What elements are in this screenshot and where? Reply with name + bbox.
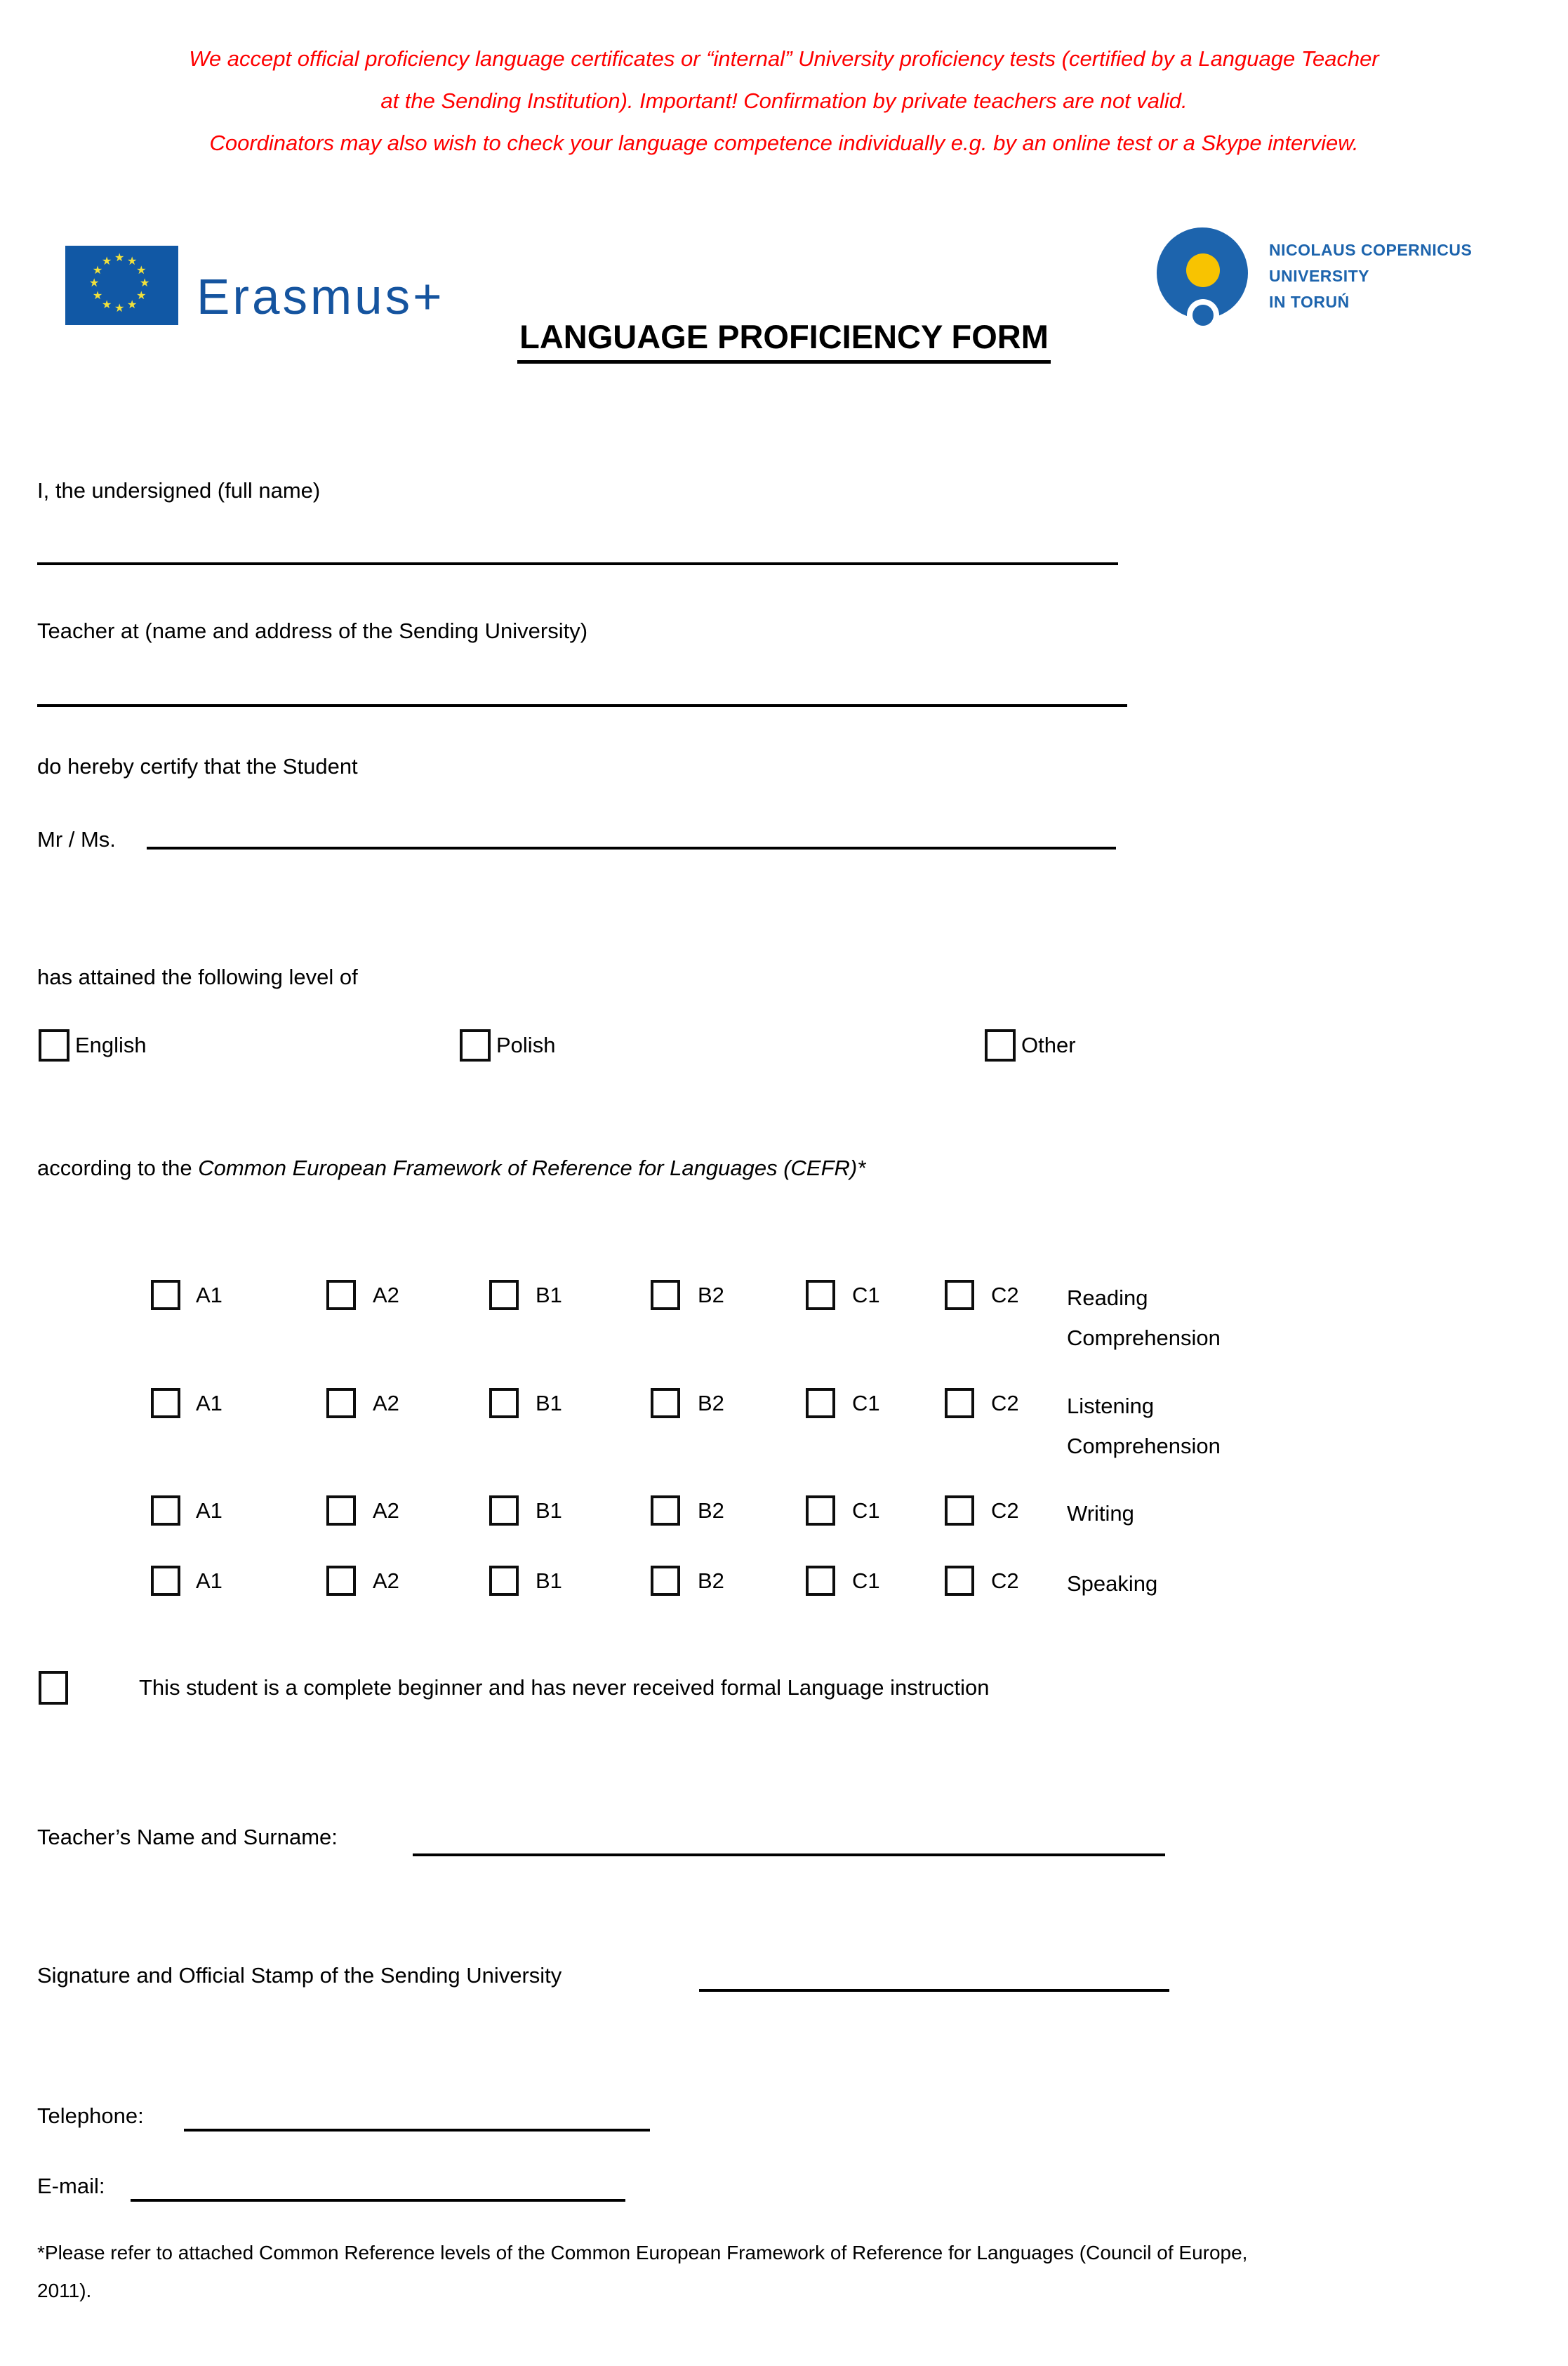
checkbox-speaking-c2[interactable] — [945, 1566, 974, 1596]
erasmus-wordmark: Erasmus+ — [197, 270, 445, 325]
level-label: B1 — [536, 1391, 562, 1415]
checkbox-other[interactable] — [985, 1029, 1016, 1062]
language-label-polish: Polish — [496, 1033, 556, 1057]
checkbox-reading-b2[interactable] — [651, 1280, 680, 1310]
level-label: B2 — [698, 1391, 724, 1415]
checkbox-speaking-b2[interactable] — [651, 1566, 680, 1596]
level-label: C2 — [991, 1391, 1019, 1415]
checkbox-speaking-a2[interactable] — [326, 1566, 356, 1596]
undersigned-label: I, the undersigned (full name) — [37, 478, 321, 503]
checkbox-listening-a1[interactable] — [151, 1388, 180, 1418]
checkbox-writing-a2[interactable] — [326, 1495, 356, 1526]
level-label: B2 — [698, 1498, 724, 1523]
checkbox-reading-c1[interactable] — [806, 1280, 835, 1310]
eu-star-icon: ★ — [140, 277, 150, 289]
skill-label-listening-comprehension: Listening Comprehension — [1067, 1394, 1221, 1458]
checkbox-reading-a1[interactable] — [151, 1280, 180, 1310]
checkbox-listening-a2[interactable] — [326, 1388, 356, 1418]
university-blank-line[interactable] — [37, 704, 1127, 707]
checkbox-listening-c2[interactable] — [945, 1388, 974, 1418]
full-name-blank-line[interactable] — [37, 562, 1118, 565]
eu-star-icon: ★ — [127, 255, 138, 267]
eu-star-icon: ★ — [114, 303, 125, 315]
checkbox-writing-b2[interactable] — [651, 1495, 680, 1526]
checkbox-speaking-b1[interactable] — [489, 1566, 519, 1596]
level-label: A1 — [196, 1498, 222, 1523]
ncu-text-line-3: IN TORUŃ — [1269, 293, 1350, 311]
checkbox-listening-b1[interactable] — [489, 1388, 519, 1418]
teacher-name-blank-line[interactable] — [413, 1853, 1165, 1856]
teacher-name-label: Teacher’s Name and Surname: — [37, 1825, 338, 1849]
eu-flag-icon — [65, 246, 178, 325]
eu-star-icon: ★ — [102, 299, 112, 312]
ncu-logo-text — [1269, 237, 1472, 315]
checkbox-reading-a2[interactable] — [326, 1280, 356, 1310]
red-note-line-2: at the Sending Institution). Important! Confirmation by private teachers are not valid. — [380, 88, 1188, 113]
skill-label-reading-comprehension: Reading Comprehension — [1067, 1286, 1221, 1350]
level-label: A1 — [196, 1568, 222, 1593]
level-label: B1 — [536, 1498, 562, 1523]
level-label: C1 — [852, 1283, 880, 1307]
checkbox-english[interactable] — [39, 1029, 69, 1062]
checkbox-writing-c1[interactable] — [806, 1495, 835, 1526]
cefr-italic-text: Common European Framework of Reference for Languages (CEFR)* — [198, 1156, 866, 1180]
checkbox-listening-c1[interactable] — [806, 1388, 835, 1418]
level-label: A1 — [196, 1283, 222, 1307]
skill-label-speaking: Speaking — [1067, 1571, 1158, 1596]
attained-label: has attained the following level of — [37, 965, 358, 989]
level-label: C1 — [852, 1568, 880, 1593]
level-label: C1 — [852, 1498, 880, 1523]
level-label: A2 — [373, 1391, 399, 1415]
language-label-other: Other — [1021, 1033, 1076, 1057]
checkbox-listening-b2[interactable] — [651, 1388, 680, 1418]
level-label: A2 — [373, 1568, 399, 1593]
red-note-line-1: We accept official proficiency language certificates or “internal” University proficiency tests (certified by a Language Teacher — [189, 46, 1379, 71]
level-label: C2 — [991, 1498, 1019, 1523]
eu-star-icon: ★ — [127, 299, 138, 312]
ncu-text-line-1: NICOLAUS COPERNICUS — [1269, 241, 1473, 259]
checkbox-writing-a1[interactable] — [151, 1495, 180, 1526]
language-label-english: English — [75, 1033, 147, 1057]
checkbox-reading-c2[interactable] — [945, 1280, 974, 1310]
eu-star-icon: ★ — [92, 265, 103, 277]
level-label: C2 — [991, 1568, 1019, 1593]
student-name-blank-line[interactable] — [147, 847, 1116, 850]
mr-ms-label: Mr / Ms. — [37, 827, 116, 852]
level-label: B2 — [698, 1568, 724, 1593]
telephone-blank-line[interactable] — [184, 2129, 650, 2132]
eu-star-icon: ★ — [92, 290, 103, 302]
eu-star-icon: ★ — [89, 277, 100, 289]
according-to-cefr-line — [37, 1155, 865, 1182]
signature-blank-line[interactable] — [699, 1989, 1169, 1992]
teacher-at-label: Teacher at (name and address of the Sending University) — [37, 619, 588, 643]
eu-star-icon: ★ — [136, 265, 147, 277]
footnote-line-2: 2011). — [37, 2280, 92, 2301]
eu-star-icon: ★ — [102, 255, 112, 267]
beginner-statement: This student is a complete beginner and has never received formal Language instruction — [139, 1675, 990, 1700]
level-label: A1 — [196, 1391, 222, 1415]
footnote-line-1: *Please refer to attached Common Reference levels of the Common European Framework of Reference for Languages (Council of Europe, — [37, 2242, 1248, 2263]
level-label: B2 — [698, 1283, 724, 1307]
according-prefix: according to the — [37, 1156, 199, 1180]
level-label: B1 — [536, 1568, 562, 1593]
ncu-logo-sun-icon — [1186, 253, 1220, 287]
checkbox-writing-b1[interactable] — [489, 1495, 519, 1526]
red-note-line-3: Coordinators may also wish to check your language competence individually e.g. by an online test or a Skype interview. — [209, 131, 1359, 155]
level-label: B1 — [536, 1283, 562, 1307]
checkbox-writing-c2[interactable] — [945, 1495, 974, 1526]
level-label: C2 — [991, 1283, 1019, 1307]
certify-label: do hereby certify that the Student — [37, 754, 358, 779]
checkbox-polish[interactable] — [460, 1029, 491, 1062]
ncu-logo-planet-icon — [1192, 305, 1214, 326]
ncu-text-line-2: UNIVERSITY — [1269, 267, 1370, 285]
telephone-label: Telephone: — [37, 2103, 144, 2128]
signature-label: Signature and Official Stamp of the Sending University — [37, 1963, 562, 1988]
eu-star-icon: ★ — [114, 252, 125, 264]
level-label: A2 — [373, 1283, 399, 1307]
email-blank-line[interactable] — [131, 2199, 625, 2202]
skill-label-writing: Writing — [1067, 1501, 1134, 1526]
level-label: A2 — [373, 1498, 399, 1523]
checkbox-speaking-a1[interactable] — [151, 1566, 180, 1596]
page-title-row — [0, 317, 1568, 364]
eu-star-icon: ★ — [136, 290, 147, 302]
page-title: LANGUAGE PROFICIENCY FORM — [517, 317, 1051, 364]
checkbox-beginner[interactable] — [39, 1671, 68, 1705]
email-label: E-mail: — [37, 2174, 105, 2198]
checkbox-reading-b1[interactable] — [489, 1280, 519, 1310]
checkbox-speaking-c1[interactable] — [806, 1566, 835, 1596]
level-label: C1 — [852, 1391, 880, 1415]
